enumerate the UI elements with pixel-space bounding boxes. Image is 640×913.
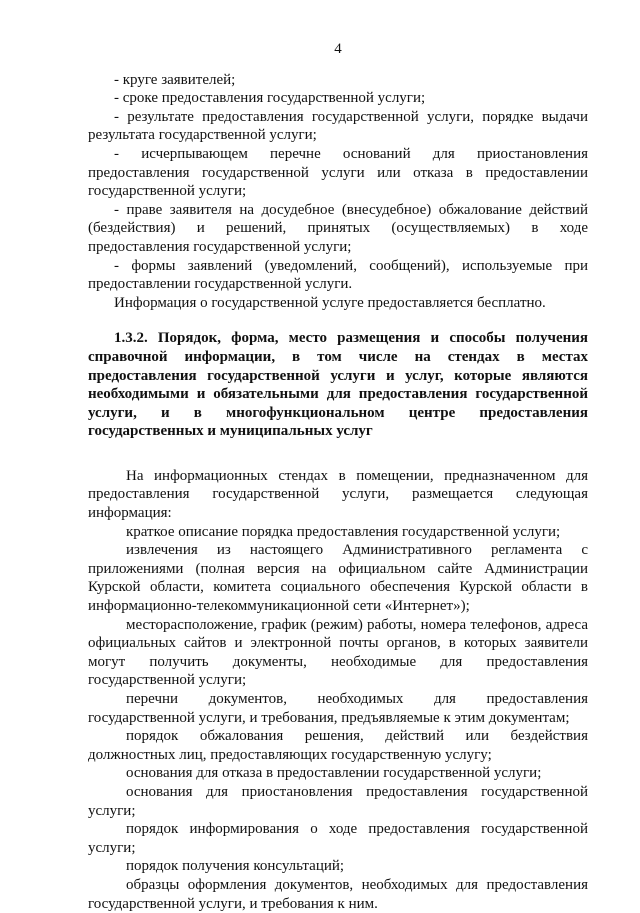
stands-item: основания для отказа в предоставлении государственной услуги; <box>126 765 542 782</box>
stands-item: порядок получения консультаций; <box>126 858 345 875</box>
stands-item: извлечения из настоящего Административного регламента с приложениями (полная версия на официальном сайте Администрации Курской области, комитета социального обеспечения Курской области в информационно-телекоммуникационной сети «Интернет»); <box>88 542 588 615</box>
stands-item: месторасположение, график (режим) работы, номера телефонов, адреса официальных сайтов и электронной почты органов, в которых заявители могут получить документы, необходимые для предоставления государственной услуги; <box>88 616 588 689</box>
free-of-charge-note: Информация о государственной услуге предоставляется бесплатно. <box>114 294 546 311</box>
stands-item: краткое описание порядка предоставления государственной услуги; <box>126 523 561 540</box>
list-item: - праве заявителя на досудебное (внесудебное) обжалование действий (бездействия) и решений, принятых (осуществляемых) в ходе предоставления государственной услуги; <box>88 201 588 255</box>
page-number: 4 <box>334 41 342 57</box>
stands-item: перечни документов, необходимых для предоставления государственной услуги, и требования, предъявляемые к этим документам; <box>88 691 588 726</box>
list-item: - результате предоставления государственной услуги, порядке выдачи результата государственной услуги; <box>88 108 588 144</box>
stands-intro: На информационных стендах в помещении, предназначенном для предоставления государственной услуги, размещается следующая информация: <box>88 467 588 522</box>
list-item: - круге заявителей; <box>114 71 236 88</box>
section-heading: 1.3.2. Порядок, форма, место размещения и способы получения справочной информации, в том числе на стендах в местах предоставления государственной услуги и услуг, которые являются необходимыми и обязательными для предоставления государственной услуги, и в многофункциональном центре предоставления государственных и муниципальных услуг <box>88 330 588 440</box>
stands-section <box>88 467 588 913</box>
list-item: - сроке предоставления государственной услуги; <box>114 90 426 107</box>
stands-item: основания для приостановления предоставления государственной услуги; <box>88 783 588 819</box>
list-item: - формы заявлений (уведомлений, сообщений), используемые при предоставлении государственной услуги. <box>88 257 588 293</box>
stands-item: образцы оформления документов, необходимых для предоставления государственной услуги, и требования к ним. <box>88 876 588 912</box>
info-list <box>88 71 588 313</box>
stands-item: порядок информирования о ходе предоставления государственной услуги; <box>88 821 588 856</box>
list-item: - исчерпывающем перечне оснований для приостановления предоставления государственной услуги или отказа в предоставлении государственной услуги; <box>88 145 588 200</box>
stands-item: порядок обжалования решения, действий или бездействия должностных лиц, предоставляющих государственную услугу; <box>88 728 588 763</box>
